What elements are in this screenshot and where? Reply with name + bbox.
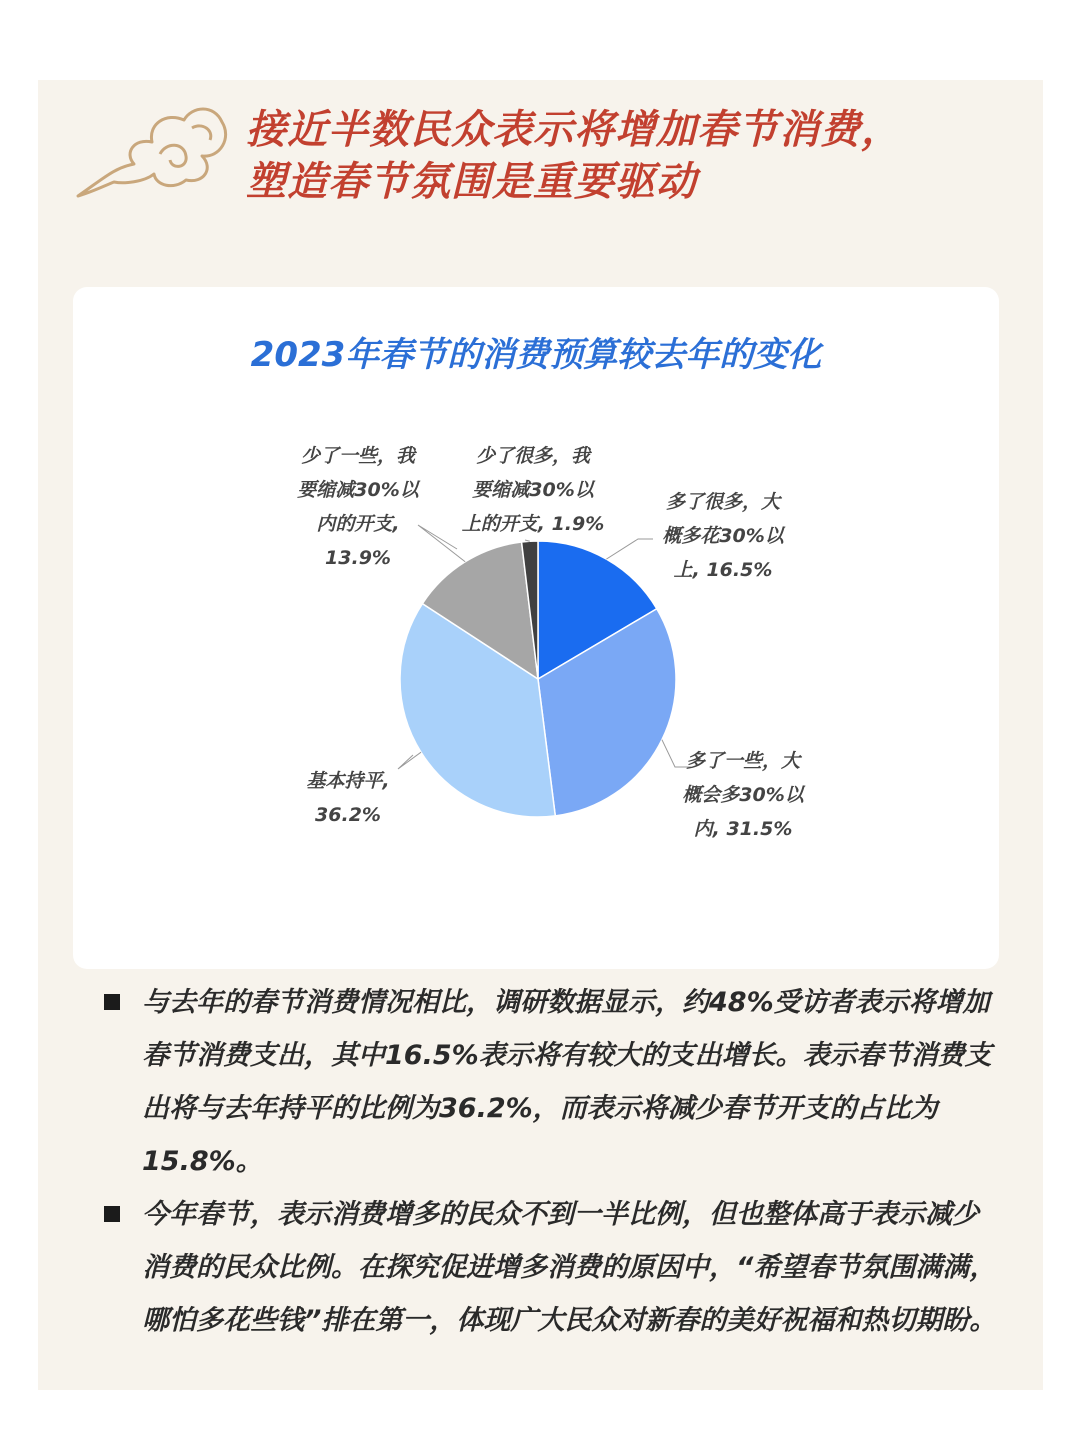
bullet-text-1: 与去年的春节消费情况相比，调研数据显示，约48%受访者表示将增加春节消费支出，其中16.5%表示将有较大的支出增长。表示春节消费支出将与去年持平的比例为36.2%，而表示将减少春节开支的占比为15.8%。 xyxy=(142,987,992,1177)
title-line-1: 接近半数民众表示将增加春节消费， xyxy=(246,107,902,153)
data-label-line: 要缩减30%以 xyxy=(297,479,419,501)
data-label-line: 概会多30%以 xyxy=(682,784,804,806)
data-label-line: 上的开支, 1.9% xyxy=(461,513,605,535)
chart-title: 2023年春节的消费预算较去年的变化 xyxy=(250,335,822,375)
data-label-line: 内的开支, xyxy=(316,513,400,535)
data-label-line: 内, 31.5% xyxy=(693,818,793,840)
data-label-line: 36.2% xyxy=(315,804,381,826)
cloud-icon xyxy=(74,98,229,198)
pie-chart xyxy=(73,287,999,969)
data-label-line: 少了很多，我 xyxy=(475,445,590,467)
infographic-page xyxy=(38,80,1043,1390)
bullet-square-icon xyxy=(104,994,120,1010)
data-label-line: 上, 16.5% xyxy=(673,559,773,581)
data-label xyxy=(453,439,613,541)
bullet-text-2: 今年春节，表示消费增多的民众不到一半比例，但也整体高于表示减少消费的民众比例。在探究促进增多消费的原因中，“希望春节氛围满满，哪怕多花些钱”排在第一，体现广大民众对新春的美好祝福和热切期盼。 xyxy=(142,1199,997,1336)
data-label xyxy=(283,439,433,575)
data-label-line: 要缩减30%以 xyxy=(472,479,594,501)
data-label xyxy=(648,485,798,587)
page-title xyxy=(246,104,1026,208)
data-label-line: 基本持平, xyxy=(306,770,390,792)
data-label-line: 13.9% xyxy=(325,547,391,569)
title-line-2: 塑造春节氛围是重要驱动 xyxy=(246,159,697,205)
list-item xyxy=(100,976,1000,1188)
data-label xyxy=(668,744,818,846)
bullet-list xyxy=(100,976,1000,1347)
bullet-square-icon xyxy=(104,1206,120,1222)
data-label-line: 多了很多，大 xyxy=(665,491,780,513)
data-label-line: 概多花30%以 xyxy=(662,525,784,547)
data-label-line: 多了一些，大 xyxy=(685,750,800,772)
list-item xyxy=(100,1188,1000,1347)
data-label xyxy=(293,764,403,832)
data-label-line: 少了一些，我 xyxy=(300,445,415,467)
chart-card xyxy=(73,287,999,969)
leader-line xyxy=(606,539,653,559)
